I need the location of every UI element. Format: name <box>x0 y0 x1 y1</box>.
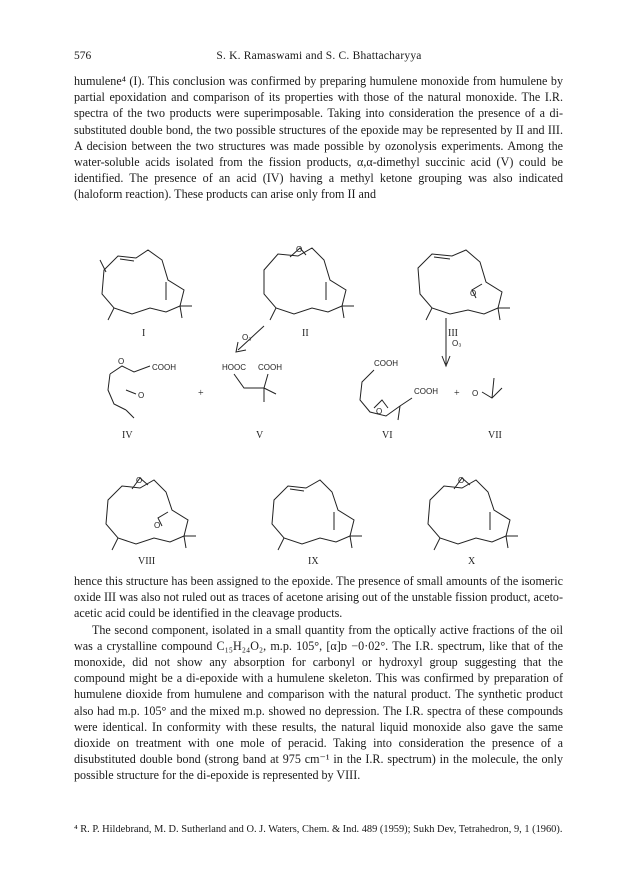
label-II: II <box>302 328 309 339</box>
arrow-III-to-products <box>442 318 461 366</box>
structure-IV <box>108 357 176 441</box>
label-X: X <box>468 556 476 567</box>
structure-V <box>222 363 282 441</box>
cooh-V: COOH <box>258 363 282 372</box>
label-IV: IV <box>122 430 133 441</box>
structure-III <box>418 250 510 339</box>
epoxide-o-VIII-b: O <box>154 521 161 530</box>
epoxide-o-VIII-a: O <box>136 476 143 485</box>
running-authors: S. K. Ramaswami and S. C. Bhattacharyya <box>216 50 422 62</box>
structure-X <box>428 476 518 567</box>
label-I: I <box>142 328 146 339</box>
plus-sign-2: + <box>454 388 460 399</box>
footnote-text: ⁴ R. P. Hildebrand, M. D. Sutherland and O. J. Waters, Chem. & Ind. 489 (1959); Sukh Dev, Tetrahedron, 9, 1 (1960). <box>74 824 563 835</box>
epoxide-o-VI: O <box>376 407 383 416</box>
reagent-o3-right: O₃ <box>452 339 462 348</box>
structure-IX <box>272 480 362 567</box>
structure-VII <box>472 378 502 441</box>
ketone-o-IV: O <box>138 391 145 400</box>
label-VI: VI <box>382 430 393 441</box>
body-text-bottom <box>74 573 563 784</box>
arrow-II-to-products <box>236 326 264 352</box>
structure-VIII <box>106 476 196 567</box>
label-VII: VII <box>488 430 502 441</box>
cooh-IV: COOH <box>152 363 176 372</box>
plus-sign-1: + <box>198 388 204 399</box>
label-III: III <box>448 328 458 339</box>
paragraph-1: humulene⁴ (I). This conclusion was confirmed by preparing humulene monoxide from humulene by partial epoxidation and comparison of its properties with those of the natural monoxide. The I.R. spectra of the two products were superimposable. Taking into consideration the presence of a di-substituted double bond, the two possible structures of the epoxide may be represented by II and III. A decision between the two structures was made possible by ozonolysis experiments. Among the water-soluble acids isolated from the fission products, α,α-dimethyl succinic acid (V) could be identified. The presence of an acid (IV) having a methyl ketone grouping was also indicated (haloform reaction). These products can arise only from II and <box>74 74 563 202</box>
epoxide-o-X: O <box>458 476 465 485</box>
label-IX: IX <box>308 556 319 567</box>
epoxide-o-II: O <box>296 245 303 254</box>
structure-I <box>100 250 192 339</box>
structure-II <box>264 245 354 339</box>
structure-VI <box>360 359 438 441</box>
running-header <box>74 50 564 66</box>
paragraph-3: The second component, isolated in a small quantity from the optically active fractions of the oil was a crystalline compound C₁₅H₂₄O₂, m.p. 105°, [α]ᴅ −0·02°. The I.R. spectrum, like that of the monoxide, did not show any absorption for carbonyl or hydroxyl group suggesting that the compound might be a di-epoxide with a humulene skeleton. This was confirmed by preparation of humulene dioxide from humulene and comparison with the natural product. The synthetic product also had m.p. 105° and the mixed m.p. showed no depression. The I.R. spectra of these compounds were identical. In conformity with these results, the natural liquid monoxide also gave the same dioxide on treatment with one mole of peracid. Taking into consideration the presence of a disubstituted double bond (strong band at 975 cm⁻¹ in the I.R. spectrum) in the molecule, the only possible structure for the di-epoxide is represented by VIII. <box>74 622 563 783</box>
cooh-VI-top: COOH <box>374 359 398 368</box>
ketone-o-VII: O <box>472 389 479 398</box>
reaction-scheme-figure <box>74 238 564 568</box>
hooc-V: HOOC <box>222 363 246 372</box>
label-V: V <box>256 430 264 441</box>
page-number: 576 <box>74 50 92 62</box>
footnote <box>74 823 563 837</box>
ketone-o-IV-top: O <box>118 357 125 366</box>
label-VIII: VIII <box>138 556 156 567</box>
reaction-scheme-svg <box>74 238 564 568</box>
reagent-o3-left: O₃ <box>242 333 252 342</box>
cooh-VI: COOH <box>414 387 438 396</box>
body-text-top <box>74 73 563 203</box>
epoxide-o-III: O <box>470 289 477 298</box>
paragraph-2: hence this structure has been assigned to the epoxide. The presence of small amounts of the isomeric oxide III was also not ruled out as traces of acetone arising out of the unstable fission product, aceto-acetic acid could be identified in the cleavage products. <box>74 574 563 621</box>
